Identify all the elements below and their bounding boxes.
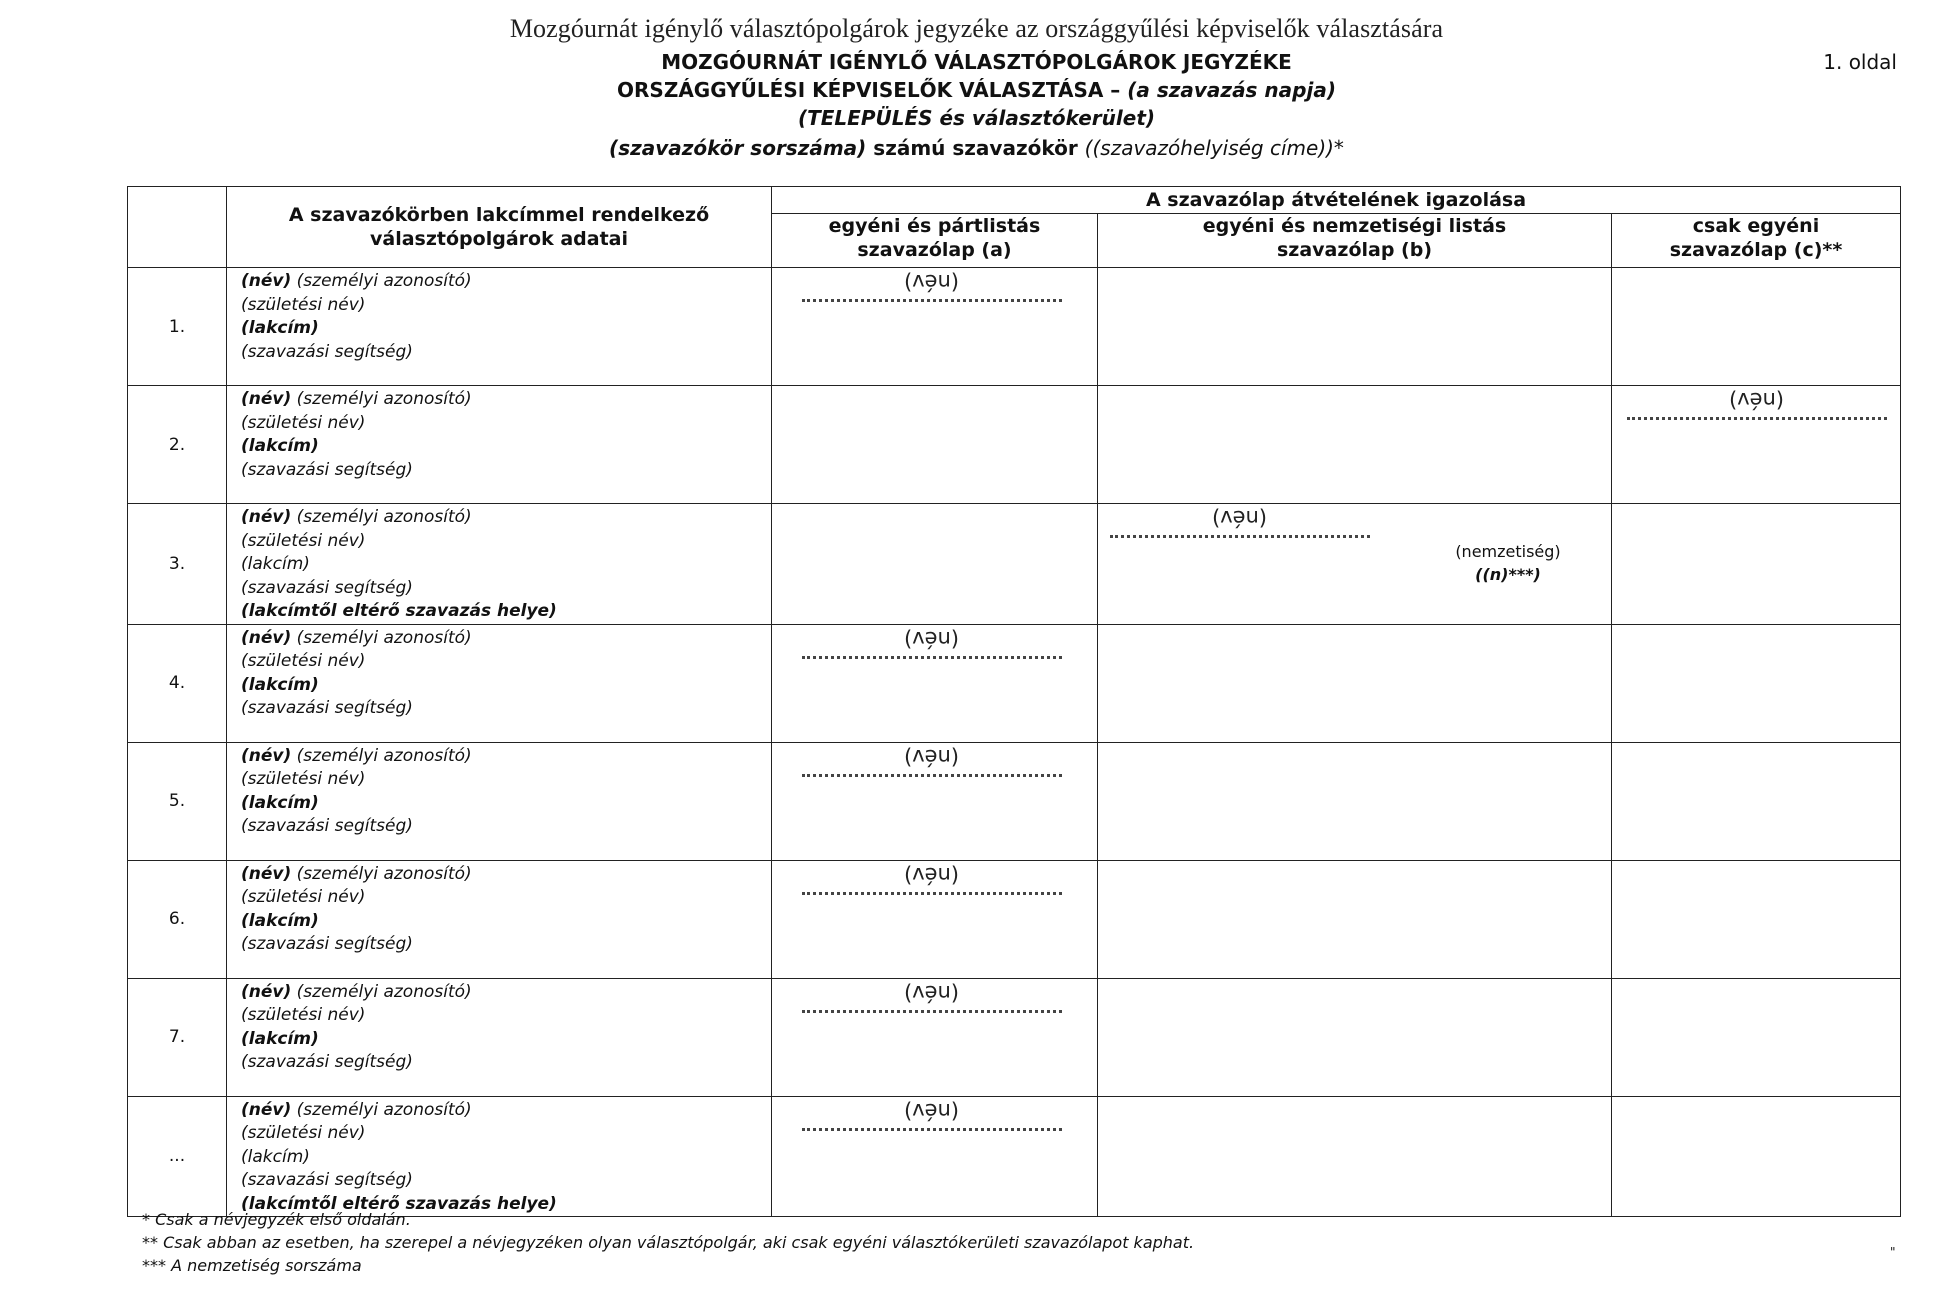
district-label: számú szavazókör	[866, 136, 1085, 160]
field-id: (személyi azonosító)	[291, 745, 472, 766]
field-birth-name: (születési név)	[241, 769, 366, 789]
field-address: (lakcím)	[241, 436, 319, 456]
signature-line	[802, 270, 1062, 302]
confirmation-header: A szavazólap átvételének igazolása	[772, 187, 1901, 214]
table-row	[128, 268, 1901, 386]
field-birth-name: (születési név)	[241, 294, 366, 315]
field-birth-name: (születési név)	[241, 887, 366, 907]
field-id: (személyi azonosító)	[291, 271, 472, 291]
signature-label: (név)	[1729, 388, 1785, 412]
document-title: Mozgóurnát igénylő választópolgárok jegyzéke az országgyűlési képviselők választására	[509, 14, 1444, 43]
signature-cell-b[interactable]	[1098, 978, 1612, 1096]
voter-data	[227, 386, 772, 504]
table-row	[128, 860, 1901, 978]
signature-cell-c[interactable]	[1612, 742, 1901, 860]
voter-data-header: A szavazókörben lakcímmel rendelkező választópolgárok adatai	[227, 187, 772, 268]
nationality-code: ((n)***)	[1475, 565, 1541, 584]
voter-data	[227, 860, 772, 978]
signature-line	[802, 627, 1062, 659]
header-line-4	[0, 136, 1953, 160]
field-birth-name: (születési név)	[241, 412, 366, 433]
row-number: 1.	[128, 268, 227, 386]
signature-cell-c[interactable]	[1612, 978, 1901, 1096]
signature-line	[802, 863, 1062, 895]
header-line-3: (TELEPÜLÉS és választókerület)	[797, 106, 1156, 130]
column-a-header: egyéni és pártlistás szavazólap (a)	[772, 214, 1098, 268]
signature-cell-c[interactable]	[1612, 386, 1901, 504]
header-line-2	[0, 78, 1953, 102]
signature-cell-b[interactable]	[1098, 268, 1612, 386]
signature-line	[802, 1099, 1062, 1131]
field-birth-name: (születési név)	[241, 530, 366, 551]
signature-cell-a[interactable]	[772, 504, 1098, 625]
signature-cell-b[interactable]	[1098, 742, 1612, 860]
table-row	[128, 742, 1901, 860]
field-name: (név)	[241, 271, 292, 291]
field-id: (személyi azonosító)	[291, 863, 472, 884]
voter-data	[227, 268, 772, 386]
signature-cell-c[interactable]	[1612, 504, 1901, 625]
signature-cell-a[interactable]	[772, 386, 1098, 504]
field-address: (lakcím)	[241, 674, 319, 695]
signature-label: (név)	[904, 862, 960, 887]
signature-cell-b[interactable]	[1098, 1096, 1612, 1217]
signature-cell-b[interactable]	[1098, 860, 1612, 978]
election-date: (a szavazás napja)	[1127, 78, 1336, 102]
field-name: (név)	[241, 981, 292, 1002]
field-address: (lakcím)	[241, 910, 319, 931]
field-voting-help: (szavazási segítség)	[241, 341, 413, 362]
signature-line	[1110, 506, 1370, 538]
signature-label: (név)	[904, 744, 960, 769]
field-id: (személyi azonosító)	[291, 507, 472, 527]
header-line-1: MOZGÓURNÁT IGÉNYLŐ VÁLASZTÓPOLGÁROK JEGYZÉKE	[661, 50, 1292, 74]
voter-data	[227, 1096, 772, 1217]
signature-cell-c[interactable]	[1612, 1096, 1901, 1217]
field-voting-help: (szavazási segítség)	[241, 1170, 413, 1190]
field-name: (név)	[241, 507, 292, 527]
signature-cell-a[interactable]	[772, 1096, 1098, 1217]
signature-cell-b[interactable]	[1098, 624, 1612, 742]
voter-data	[227, 978, 772, 1096]
footnote-1: * Csak a névjegyzék első oldalán.	[142, 1210, 411, 1229]
footnotes	[142, 1208, 1194, 1277]
signature-cell-b[interactable]	[1098, 386, 1612, 504]
signature-label: (név)	[904, 270, 960, 294]
table-row	[128, 624, 1901, 742]
row-number: 5.	[128, 742, 227, 860]
field-other-voting-place: (lakcímtől eltérő szavazás helye)	[241, 601, 557, 621]
field-address: (lakcím)	[241, 318, 319, 338]
field-address: (lakcím)	[241, 1146, 310, 1167]
voter-data	[227, 624, 772, 742]
signature-cell-c[interactable]	[1612, 860, 1901, 978]
signature-label: (név)	[904, 626, 960, 651]
field-voting-help: (szavazási segítség)	[241, 934, 413, 954]
field-name: (név)	[241, 745, 292, 766]
footnote-3: *** A nemzetiség sorszáma	[142, 1256, 362, 1275]
footnote-2: ** Csak abban az esetben, ha szerepel a névjegyzéken olyan választópolgár, aki csak egyéni választókerületi szavazólapot kaphat.	[142, 1233, 1195, 1252]
nationality-label: (nemzetiség)	[1455, 542, 1561, 561]
district-number: (szavazókör sorszáma)	[609, 136, 867, 160]
row-number: ...	[128, 1096, 227, 1217]
voter-register-table	[127, 186, 1901, 1217]
field-address: (lakcím)	[241, 792, 319, 813]
field-voting-help: (szavazási segítség)	[241, 459, 413, 480]
signature-line	[1627, 388, 1887, 420]
column-c-header: csak egyéni szavazólap (c)**	[1612, 214, 1901, 268]
signature-cell-a[interactable]	[772, 624, 1098, 742]
signature-cell-c[interactable]	[1612, 268, 1901, 386]
signature-cell-b[interactable]	[1098, 504, 1612, 625]
table-row	[128, 504, 1901, 625]
signature-cell-a[interactable]	[772, 978, 1098, 1096]
field-id: (személyi azonosító)	[291, 389, 472, 409]
field-voting-help: (szavazási segítség)	[241, 698, 413, 718]
table-row	[128, 386, 1901, 504]
field-voting-help: (szavazási segítség)	[241, 816, 413, 836]
voter-data	[227, 742, 772, 860]
voter-data	[227, 504, 772, 625]
table-row	[128, 1096, 1901, 1217]
signature-label: (név)	[1212, 506, 1268, 530]
field-name: (név)	[241, 627, 292, 648]
nationality-field	[1428, 540, 1588, 586]
field-voting-help: (szavazási segítség)	[241, 1052, 413, 1072]
polling-address: ((szavazóhelyiség címe))*	[1084, 136, 1344, 160]
corner-mark: "	[1890, 1245, 1896, 1259]
field-birth-name: (születési név)	[241, 1005, 366, 1025]
signature-cell-a[interactable]	[772, 742, 1098, 860]
signature-label: (név)	[904, 980, 960, 1005]
signature-cell-a[interactable]	[772, 860, 1098, 978]
page-number: 1. oldal	[1823, 50, 1897, 74]
field-id: (személyi azonosító)	[291, 981, 472, 1002]
signature-line	[802, 981, 1062, 1013]
row-number: 4.	[128, 624, 227, 742]
field-address: (lakcím)	[241, 1028, 319, 1049]
signature-cell-c[interactable]	[1612, 624, 1901, 742]
field-voting-help: (szavazási segítség)	[241, 577, 413, 598]
row-number: 3.	[128, 504, 227, 625]
election-type: ORSZÁGGYŰLÉSI KÉPVISELŐK VÁLASZTÁSA –	[617, 78, 1128, 102]
field-name: (név)	[241, 1099, 292, 1120]
field-other-voting-place: (lakcímtől eltérő szavazás helye)	[241, 1193, 557, 1214]
field-name: (név)	[241, 389, 292, 409]
row-number: 7.	[128, 978, 227, 1096]
signature-cell-a[interactable]	[772, 268, 1098, 386]
table-row	[128, 978, 1901, 1096]
signature-label: (név)	[904, 1098, 960, 1123]
field-id: (személyi azonosító)	[291, 1099, 472, 1120]
field-id: (személyi azonosító)	[291, 627, 472, 648]
field-name: (név)	[241, 863, 292, 884]
row-number-header	[128, 187, 227, 268]
row-number: 6.	[128, 860, 227, 978]
field-birth-name: (születési név)	[241, 1123, 366, 1143]
row-number: 2.	[128, 386, 227, 504]
field-address: (lakcím)	[241, 554, 310, 574]
signature-line	[802, 745, 1062, 777]
field-birth-name: (születési név)	[241, 651, 366, 671]
column-b-header: egyéni és nemzetiségi listás szavazólap (b)	[1098, 214, 1612, 268]
